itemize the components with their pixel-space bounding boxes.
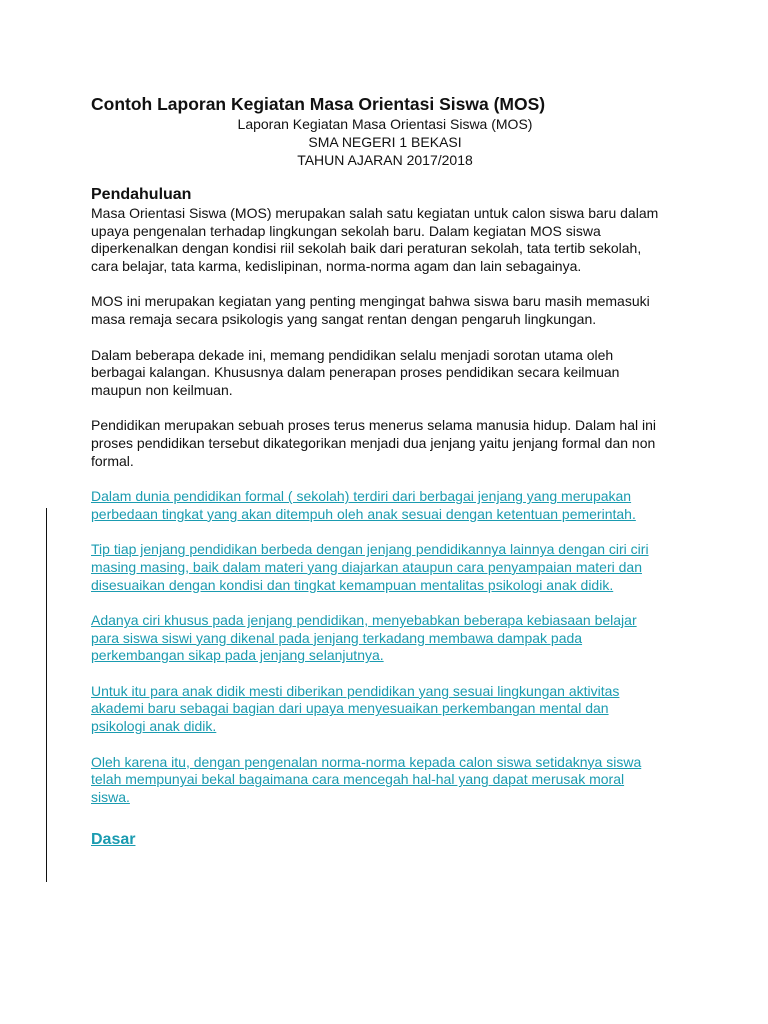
- subtitle-line: Laporan Kegiatan Masa Orientasi Siswa (MOS): [237, 116, 533, 132]
- text-line: upaya pengenalan terhadap lingkungan sekolah baru. Dalam kegiatan MOS siswa: [91, 222, 601, 239]
- text-line: masa remaja secara psikologis yang sangat rentan dengan pengaruh lingkungan.: [91, 310, 597, 327]
- paragraph: [91, 293, 691, 328]
- link-line[interactable]: psikologi anak didik.: [91, 718, 217, 735]
- link-line[interactable]: siswa.: [91, 788, 130, 805]
- subtitle-line: TAHUN AJARAN 2017/2018: [297, 152, 473, 168]
- text-line: Pendidikan merupakan sebuah proses terus menerus selama manusia hidup. Dalam hal ini: [91, 417, 656, 434]
- paragraph: [91, 205, 691, 275]
- text-line: formal.: [91, 452, 134, 469]
- link-paragraph[interactable]: [91, 488, 691, 523]
- link-line[interactable]: masing masing, baik dalam materi yang diajarkan ataupun cara penyampaian materi dan: [91, 558, 642, 575]
- text-line: Masa Orientasi Siswa (MOS) merupakan salah satu kegiatan untuk calon siswa baru dalam: [91, 205, 659, 221]
- paragraph: [91, 417, 691, 470]
- paragraph: [91, 347, 691, 400]
- link-line[interactable]: disesuaikan dengan kondisi dan tingkat kemampuan mentalitas psikologi anak didik.: [91, 576, 614, 593]
- section-heading: Pendahuluan: [91, 186, 192, 203]
- text-line: MOS ini merupakan kegiatan yang penting mengingat bahwa siswa baru masih memasuki: [91, 293, 650, 310]
- subtitle-line: SMA NEGERI 1 BEKASI: [308, 134, 462, 150]
- document-page: [91, 94, 691, 850]
- link-line[interactable]: Untuk itu para anak didik mesti diberikan pendidikan yang sesuai lingkungan aktivitas: [91, 682, 620, 699]
- change-bar: [46, 508, 47, 882]
- link-paragraph[interactable]: [91, 612, 691, 665]
- text-line: proses pendidikan tersebut dikategorikan menjadi dua jenjang yaitu jenjang formal dan non: [91, 434, 656, 451]
- link-line[interactable]: akademi baru sebagai bagian dari upaya menyesuaikan perkembangan mental dan: [91, 700, 609, 717]
- document-title: Contoh Laporan Kegiatan Masa Orientasi Siswa (MOS): [91, 94, 546, 114]
- link-line[interactable]: Adanya ciri khusus pada jenjang pendidikan, menyebabkan beberapa kebiasaan belajar: [91, 612, 637, 629]
- document-subtitle: [91, 115, 679, 169]
- link-paragraph[interactable]: [91, 683, 691, 736]
- link-line[interactable]: perbedaan tingkat yang akan ditempuh oleh anak sesuai dengan ketentuan pemerintah.: [91, 505, 636, 522]
- link-paragraph[interactable]: [91, 754, 691, 807]
- link-line[interactable]: Oleh karena itu, dengan pengenalan norma-norma kepada calon siswa setidaknya siswa: [91, 753, 642, 770]
- link-line[interactable]: Tip tiap jenjang pendidikan berbeda dengan jenjang pendidikannya lainnya dengan ciri ciri: [91, 541, 649, 558]
- text-line: Dalam beberapa dekade ini, memang pendidikan selalu menjadi sorotan utama oleh: [91, 346, 614, 363]
- link-line[interactable]: perkembangan sikap pada jenjang selanjutnya.: [91, 647, 384, 664]
- text-line: maupun non keilmuan.: [91, 381, 233, 398]
- dasar-heading-link[interactable]: Dasar: [91, 831, 136, 849]
- link-line[interactable]: telah mempunyai bekal bagaimana cara mencegah hal-hal yang dapat merusak moral: [91, 771, 625, 788]
- link-paragraph[interactable]: [91, 541, 691, 594]
- text-line: berbagai kalangan. Khususnya dalam penerapan proses pendidikan secara keilmuan: [91, 364, 620, 381]
- text-line: diperkenalkan dengan kondisi riil sekolah baik dari peraturan sekolah, tata tertib sekolah,: [91, 240, 642, 257]
- text-line: cara belajar, tata karma, kedislipinan, norma-norma agam dan lain sebagainya.: [91, 257, 582, 274]
- link-line[interactable]: para siswa siswi yang dikenal pada jenjang terkadang membawa dampak pada: [91, 629, 583, 646]
- link-line[interactable]: Dalam dunia pendidikan formal ( sekolah) terdiri dari berbagai jenjang yang merupakan: [91, 488, 632, 505]
